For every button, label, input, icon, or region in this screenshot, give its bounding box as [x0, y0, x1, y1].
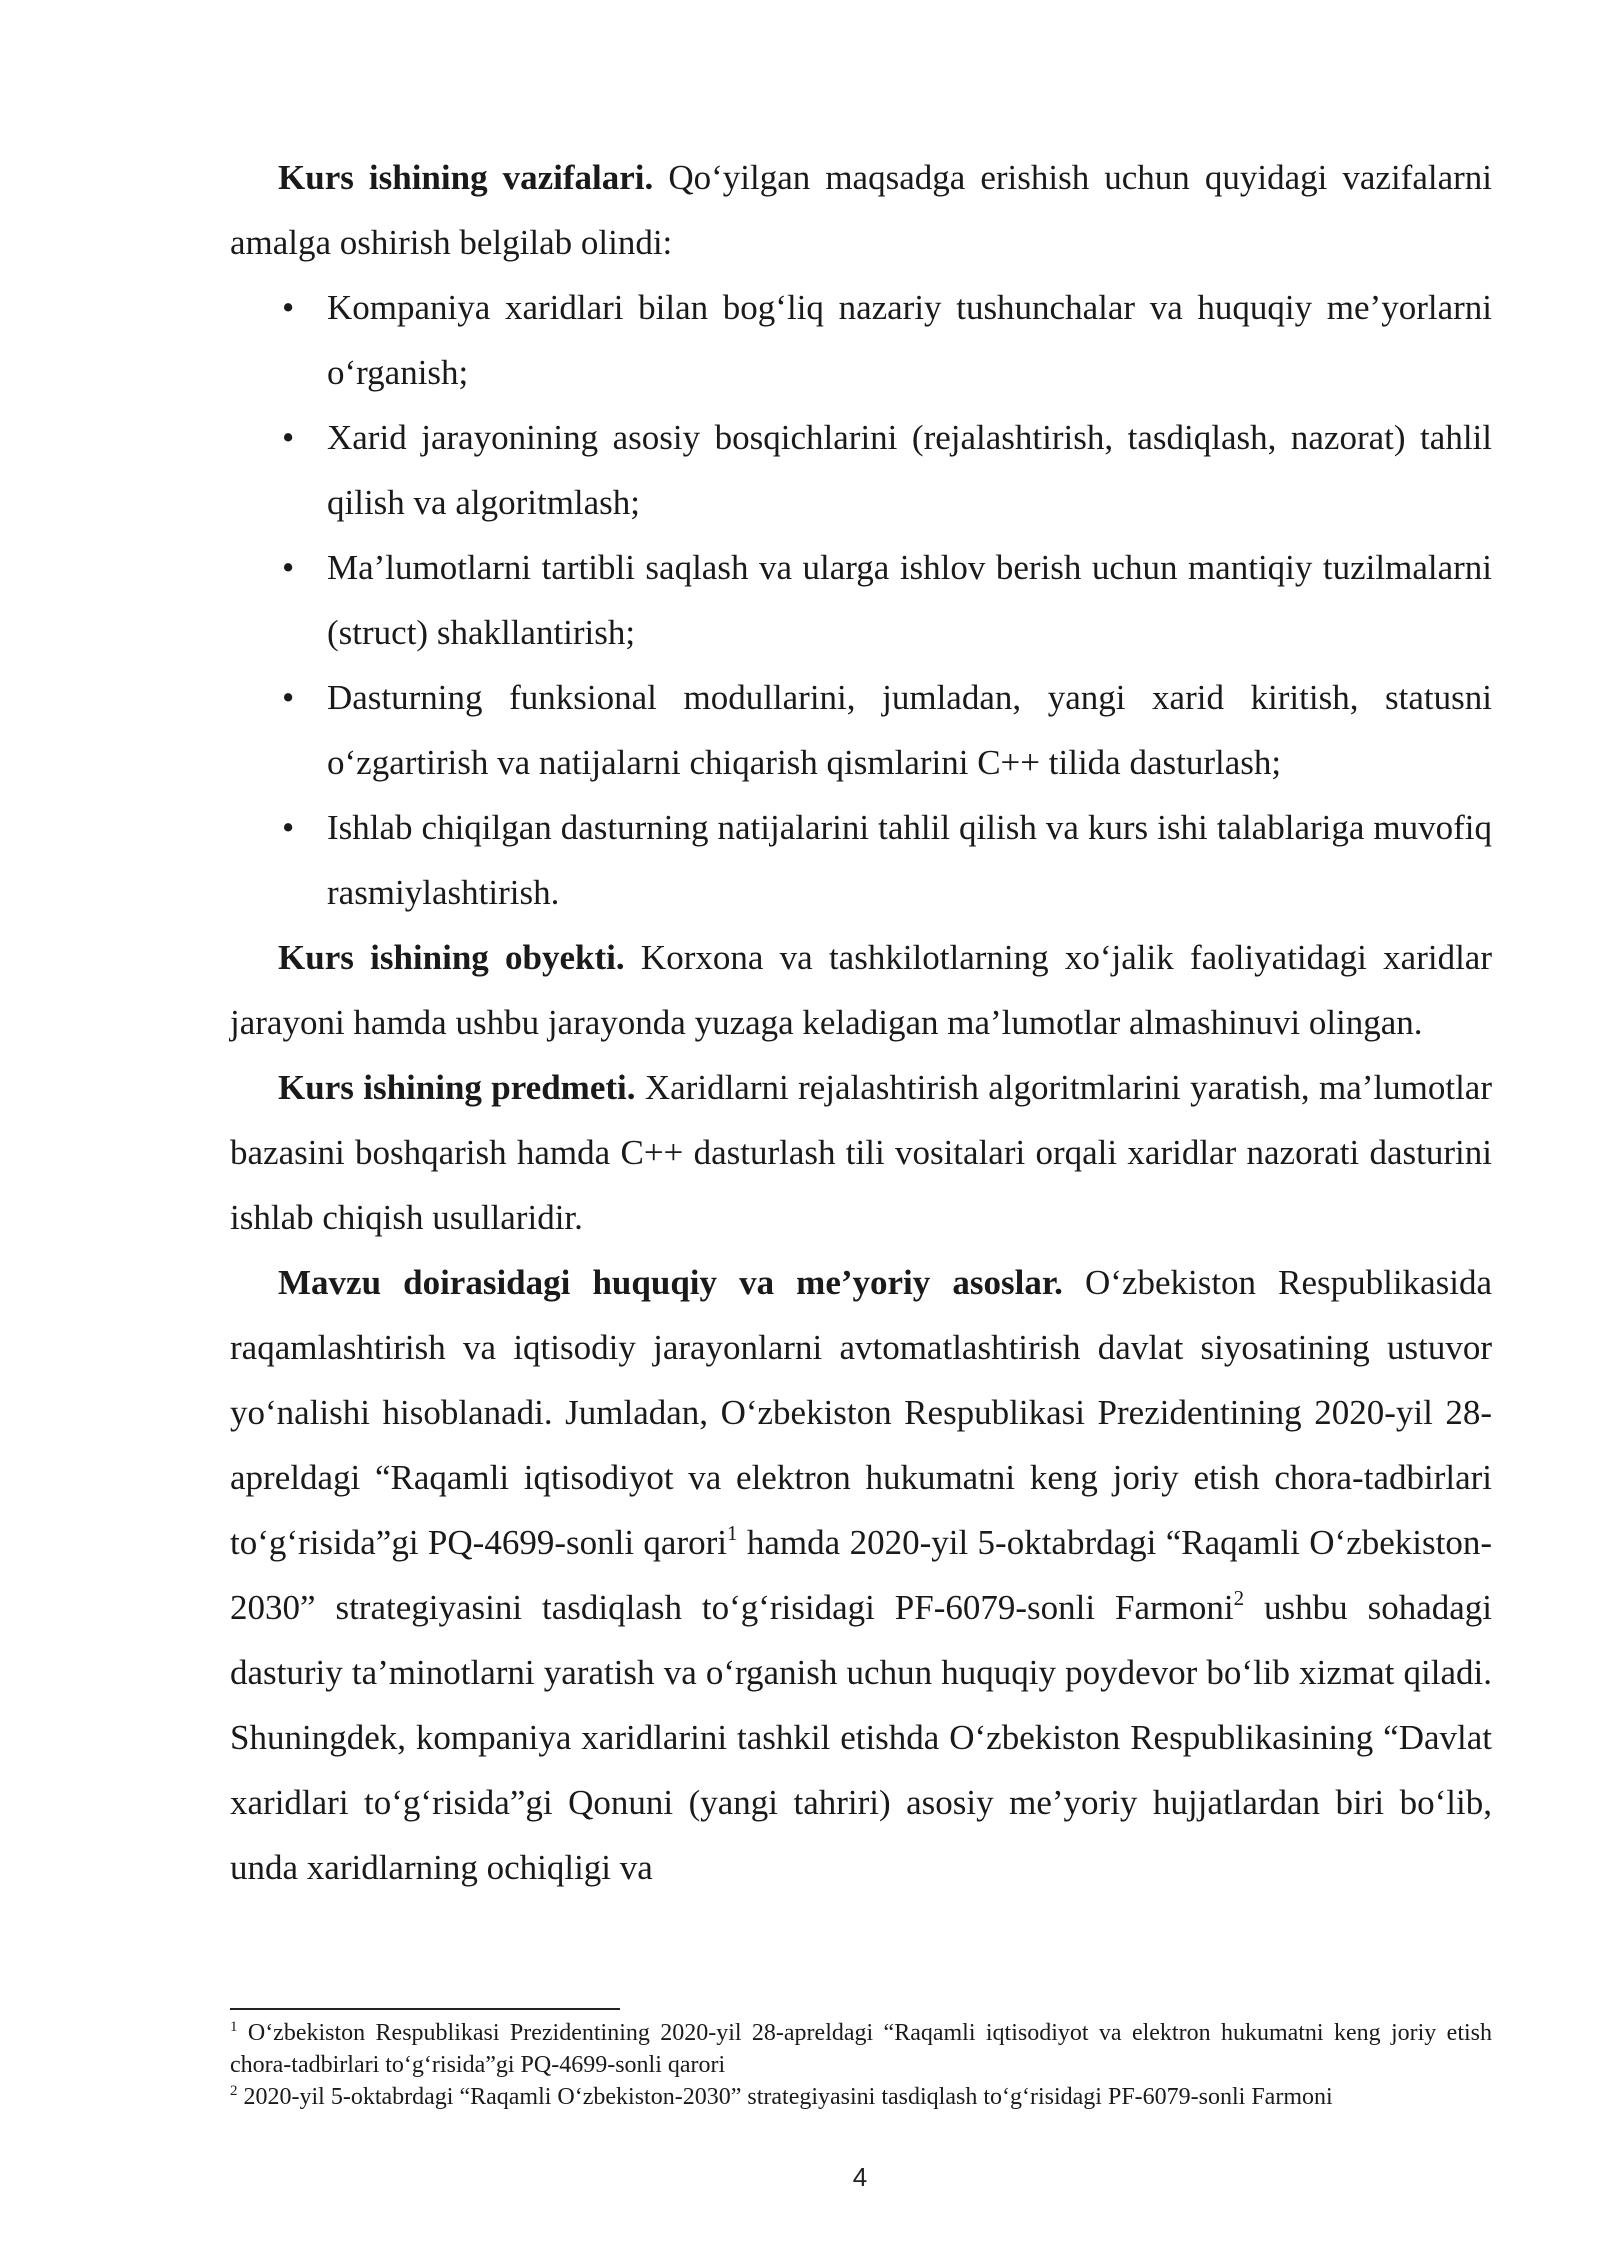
subject-paragraph: [230, 1055, 1492, 1250]
footnote-item: [230, 2081, 1492, 2113]
footnote-number: 2: [230, 2083, 238, 2099]
tasks-paragraph: [230, 145, 1492, 275]
legal-basis-heading: Mavzu doirasidagi huquqiy va me’yoriy asoslar.: [278, 1263, 1063, 1302]
legal-basis-text-2: hamda 2020-yil 5-oktabrdagi “Raqamli O‘zbekiston-2030” strategiyasini tasdiqlash to‘g‘risidagi PF-6079-sonli Farmoni: [230, 1523, 1492, 1627]
subject-heading: Kurs ishining predmeti.: [278, 1068, 636, 1107]
tasks-heading: Kurs ishining vazifalari.: [278, 158, 654, 197]
bullet-icon: •: [282, 678, 295, 717]
tasks-list: [230, 275, 1492, 925]
legal-basis-paragraph: [230, 1250, 1492, 1900]
footnote-ref-1[interactable]: 1: [727, 1521, 738, 1545]
list-item-text: Ishlab chiqilgan dasturning natijalarini tahlil qilish va kurs ishi talablariga muvofiq rasmiylashtirish.: [327, 808, 1492, 912]
list-item: [230, 275, 1492, 405]
object-paragraph: [230, 925, 1492, 1055]
list-item: [230, 405, 1492, 535]
footnote-separator: [230, 2008, 620, 2010]
page-number: 4: [852, 2162, 868, 2192]
footnotes: [230, 2017, 1492, 2113]
list-item-text: Kompaniya xaridlari bilan bog‘liq nazariy tushunchalar va huquqiy me’yorlarni o‘rganish;: [327, 288, 1492, 392]
object-text: Korxona va tashkilotlarning xo‘jalik faoliyatidagi xaridlar jarayoni hamda ushbu jarayonda yuzaga keladigan ma’lumotlar almashinuvi olingan.: [230, 938, 1492, 1042]
footnote-text: O‘zbekiston Respublikasi Prezidentining 2020-yil 28-apreldagi “Raqamli iqtisodiyot va elektron hukumatni keng joriy etish chora-tadbirlari to‘g‘risida”gi PQ-4699-sonli qarori: [230, 2020, 1492, 2078]
document-body: [230, 145, 1492, 1900]
legal-basis-text-3: ushbu sohadagi dasturiy ta’minotlarni yaratish va o‘rganish uchun huquqiy poydevor bo‘lib xizmat qiladi. Shuningdek, kompaniya xaridlarini tashkil etishda O‘zbekiston Respublikasining “Davlat xaridlari to‘g‘risida”gi Qonuni (yangi tahriri) asosiy me’yoriy hujjatlardan biri bo‘lib, unda xaridlarning ochiqligi va: [230, 1588, 1492, 1887]
list-item-text: Ma’lumotlarni tartibli saqlash va ularga ishlov berish uchun mantiqiy tuzilmalarni (struct) shakllantirish;: [327, 548, 1492, 652]
bullet-icon: •: [282, 418, 295, 457]
bullet-icon: •: [282, 288, 295, 327]
bullet-icon: •: [282, 808, 295, 847]
list-item: [230, 535, 1492, 665]
legal-basis-text-1: O‘zbekiston Respublikasida raqamlashtirish va iqtisodiy jarayonlarni avtomatlashtirish davlat siyosatining ustuvor yo‘nalishi hisoblanadi. Jumladan, O‘zbekiston Respublikasi Prezidentining 2020-yil 28-apreldagi “Raqamli iqtisodiyot va elektron hukumatni keng joriy etish chora-tadbirlari to‘g‘risida”gi PQ-4699-sonli qarori: [230, 1263, 1492, 1562]
tasks-intro-text: Qo‘yilgan maqsadga erishish uchun quyidagi vazifalarni amalga oshirish belgilab olindi:: [230, 158, 1493, 262]
subject-text: Xaridlarni rejalashtirish algoritmlarini yaratish, ma’lumotlar bazasini boshqarish hamda C++ dasturlash tili vositalari orqali xaridlar nazorati dasturini ishlab chiqish usullaridir.: [230, 1068, 1492, 1237]
bullet-icon: •: [282, 548, 295, 587]
footnote-text: 2020-yil 5-oktabrdagi “Raqamli O‘zbekiston-2030” strategiyasini tasdiqlash to‘g‘risidagi PF-6079-sonli Farmoni: [237, 2084, 1333, 2110]
footnote-ref-2[interactable]: 2: [1233, 1586, 1245, 1610]
list-item-text: Dasturning funksional modullarini, jumladan, yangi xarid kiritish, statusni o‘zgartirish va natijalarni chiqarish qismlarini C++ tilida dasturlash;: [327, 678, 1492, 782]
footnote-number: 1: [230, 2019, 238, 2035]
list-item-text: Xarid jarayonining asosiy bosqichlarini (rejalashtirish, tasdiqlash, nazorat) tahlil qilish va algoritmlash;: [327, 418, 1492, 522]
list-item: [230, 665, 1492, 795]
object-heading: Kurs ishining obyekti.: [278, 938, 625, 977]
footnote-item: [230, 2017, 1492, 2081]
list-item: [230, 795, 1492, 925]
